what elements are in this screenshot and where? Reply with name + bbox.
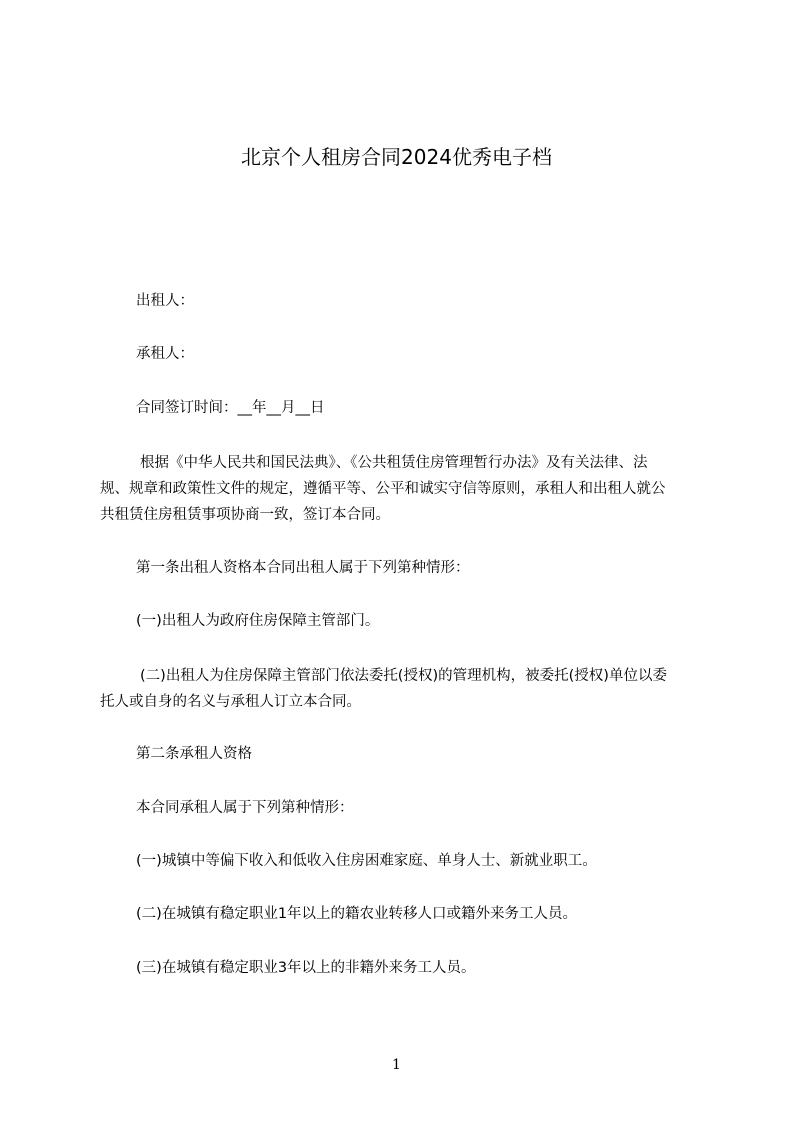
article-1-heading: 第一条出租人资格本合同出租人属于下列第种情形： [136, 560, 470, 576]
article-1-item-2: (二)出租人为住房保障主管部门依法委托(授权)的管理机构，被委托(授权)单位以委托人或自身的名义与承租人订立本合同。 [100, 668, 667, 710]
document-title: 北京个人租房合同2024优秀电子档 [241, 145, 552, 169]
article-2-item-3: (三)在城镇有稳定职业3年以上的非籍外来务工人员。 [136, 960, 476, 976]
preamble-paragraph: 根据《中华人民共和国民法典》、《公共租赁住房管理暂行办法》及有关法律、法规、规章和政策性文件的规定，遵循平等、公平和诚实守信等原则，承租人和出租人就公共租赁住房租赁事项协商一致，签订本合同。 [100, 455, 666, 523]
article-2-item-1: (一)城镇中等偏下收入和低收入住房困难家庭、单身人士、新就业职工。 [136, 853, 597, 869]
page-number: 1 [392, 1057, 401, 1073]
preamble-block [100, 450, 700, 528]
lessee-line: 承租人： [136, 346, 194, 362]
article-2-item-2: (二)在城镇有稳定职业1年以上的籍农业转移人口或籍外来务工人员。 [136, 906, 578, 922]
article-2-intro: 本合同承租人属于下列第种情形： [136, 800, 354, 816]
article-1-item-1: (一)出租人为政府住房保障主管部门。 [136, 613, 380, 629]
signing-date-line: 合同签订时间：__年__月__日 [136, 400, 325, 416]
article-2-heading: 第二条承租人资格 [136, 746, 252, 762]
lessor-line: 出租人： [136, 293, 194, 309]
article-1-item-2-block [100, 663, 700, 715]
